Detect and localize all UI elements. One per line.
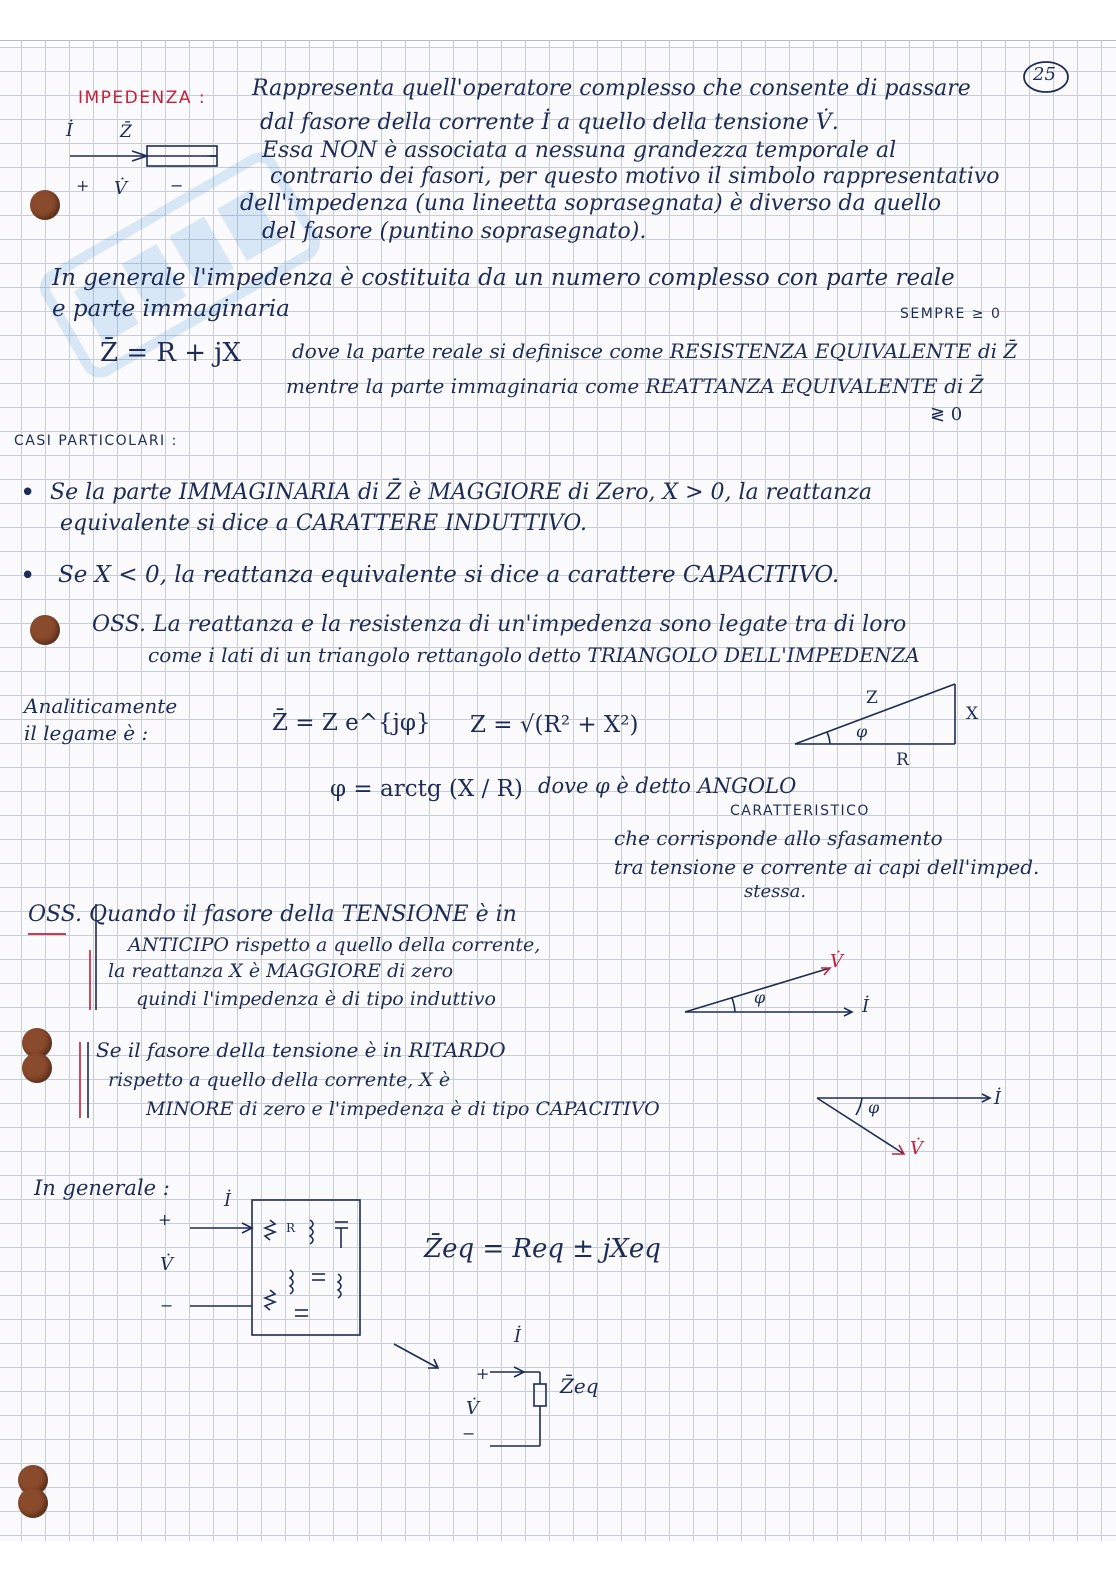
minus-sign: −	[160, 1296, 174, 1315]
phi-desc: CARATTERISTICO	[730, 803, 870, 819]
current-label: İ	[514, 1326, 522, 1347]
formula-exp: Z̄ = Z e^{jφ}	[272, 710, 431, 736]
casi-title: CASI PARTICOLARI :	[14, 433, 178, 449]
oss-line: ANTICIPO rispetto a quello della corrente,	[128, 934, 541, 956]
current-label: İ	[224, 1190, 232, 1211]
triangle-label-z: Z	[866, 688, 878, 708]
phi-desc: tra tensione e corrente ai capi dell'imped.	[614, 855, 1040, 879]
phasor-diagram-inductive	[680, 950, 880, 1020]
voltage-label: V̇	[114, 178, 127, 199]
network-block-diagram	[150, 1190, 370, 1340]
bullet-dot: •	[20, 478, 36, 508]
phasor-label-i: İ	[994, 1088, 1002, 1109]
equivalence-arrow	[390, 1338, 450, 1378]
formula-z: Z̄ = R + jX	[100, 338, 241, 368]
bullet-line: equivalente si dice a CARATTERE INDUTTIVO.	[60, 511, 588, 536]
in-generale: In generale :	[34, 1176, 170, 1200]
binder-hole	[18, 1488, 48, 1518]
section-title: IMPEDENZA :	[78, 88, 207, 108]
intro-line: contrario dei fasori, per questo motivo il simbolo rappresentativo	[270, 164, 1000, 189]
binder-hole	[30, 190, 60, 220]
impedance-symbol-lead	[147, 146, 217, 166]
analitic-line: il legame è :	[24, 721, 149, 745]
analitic-line: Analiticamente	[24, 694, 178, 718]
voltage-label: V̇	[466, 1398, 479, 1419]
impedance-triangle	[790, 680, 990, 760]
phi-desc: che corrisponde allo sfasamento	[614, 826, 943, 850]
intro-line: del fasore (puntino soprasegnato).	[262, 219, 647, 244]
bullet-line: Se la parte IMMAGINARIA di Z̄ è MAGGIORE di Zero, X > 0, la reattanza	[50, 480, 872, 505]
formula-mod: Z = √(R² + X²)	[470, 712, 639, 738]
general-line: e parte immaginaria	[52, 296, 290, 322]
plus-sign: +	[158, 1210, 172, 1229]
oss-line: quindi l'impedenza è di tipo induttivo	[136, 988, 496, 1010]
phi-desc: stessa.	[744, 881, 807, 902]
minus-sign: −	[170, 176, 184, 195]
impedance-label: Z̄	[120, 122, 132, 142]
binder-hole	[22, 1053, 52, 1083]
phasor-label-v: V̇	[830, 951, 843, 972]
plus-sign: +	[76, 176, 90, 195]
intro-line: dal fasore della corrente İ a quello della tensione V̇.	[260, 110, 839, 135]
formula-phi: φ = arctg (X / R)	[330, 776, 523, 802]
oss3-bars	[76, 1040, 96, 1120]
sempre-note: SEMPRE ≥ 0	[900, 306, 1002, 322]
intro-line: Essa NON è associata a nessuna grandezza temporale al	[262, 138, 897, 163]
binder-hole	[30, 615, 60, 645]
equivalent-circuit	[480, 1348, 590, 1458]
current-label: İ	[66, 120, 74, 141]
general-line: In generale l'impedenza è costituita da un numero complesso con parte reale	[52, 265, 955, 291]
plus-sign: +	[476, 1364, 490, 1383]
resistor-label: R	[286, 1221, 296, 1235]
x-sign-note: ≷ 0	[930, 404, 963, 425]
phasor-label-v: V̇	[910, 1138, 923, 1159]
phasor-label-phi: φ	[868, 1098, 880, 1117]
oss-line: OSS. Quando il fasore della TENSIONE è in	[28, 902, 517, 927]
oss-line: rispetto a quello della corrente, X è	[108, 1069, 451, 1091]
intro-line: dell'impedenza (una lineetta soprasegnata) è diverso da quello	[240, 191, 942, 216]
oss-line: OSS. La reattanza e la resistenza di un'impedenza sono legate tra di loro	[92, 612, 907, 637]
bullet-line: Se X < 0, la reattanza equivalente si dice a carattere CAPACITIVO.	[58, 562, 840, 588]
phi-desc: dove φ è detto ANGOLO	[538, 774, 797, 798]
minus-sign: −	[462, 1424, 476, 1443]
zeq-label: Z̄eq	[560, 1374, 599, 1398]
bullet-dot: •	[20, 561, 36, 591]
oss-line: come i lati di un triangolo rettangolo detto TRIANGOLO DELL'IMPEDENZA	[148, 643, 920, 667]
phasor-label-phi: φ	[754, 988, 766, 1007]
intro-line: Rappresenta quell'operatore complesso che consente di passare	[252, 76, 971, 101]
oss-line: la reattanza X è MAGGIORE di zero	[108, 960, 454, 982]
voltage-label: V̇	[160, 1254, 173, 1275]
phasor-label-i: İ	[862, 996, 870, 1017]
triangle-label-phi: φ	[856, 722, 868, 741]
formula-desc: mentre la parte immaginaria come REATTANZA EQUIVALENTE di Z̄	[286, 374, 984, 398]
page-number: 25	[1033, 64, 1056, 85]
triangle-label-r: R	[896, 750, 909, 770]
oss-line: Se il fasore della tensione è in RITARDO	[96, 1038, 506, 1062]
oss-line: MINORE di zero e l'impedenza è di tipo CAPACITIVO	[146, 1098, 660, 1120]
formula-desc: dove la parte reale si definisce come RESISTENZA EQUIVALENTE di Z̄	[292, 339, 1018, 363]
formula-zeq: Z̄eq = Req ± jXeq	[424, 1234, 661, 1264]
triangle-label-x: X	[966, 704, 979, 724]
